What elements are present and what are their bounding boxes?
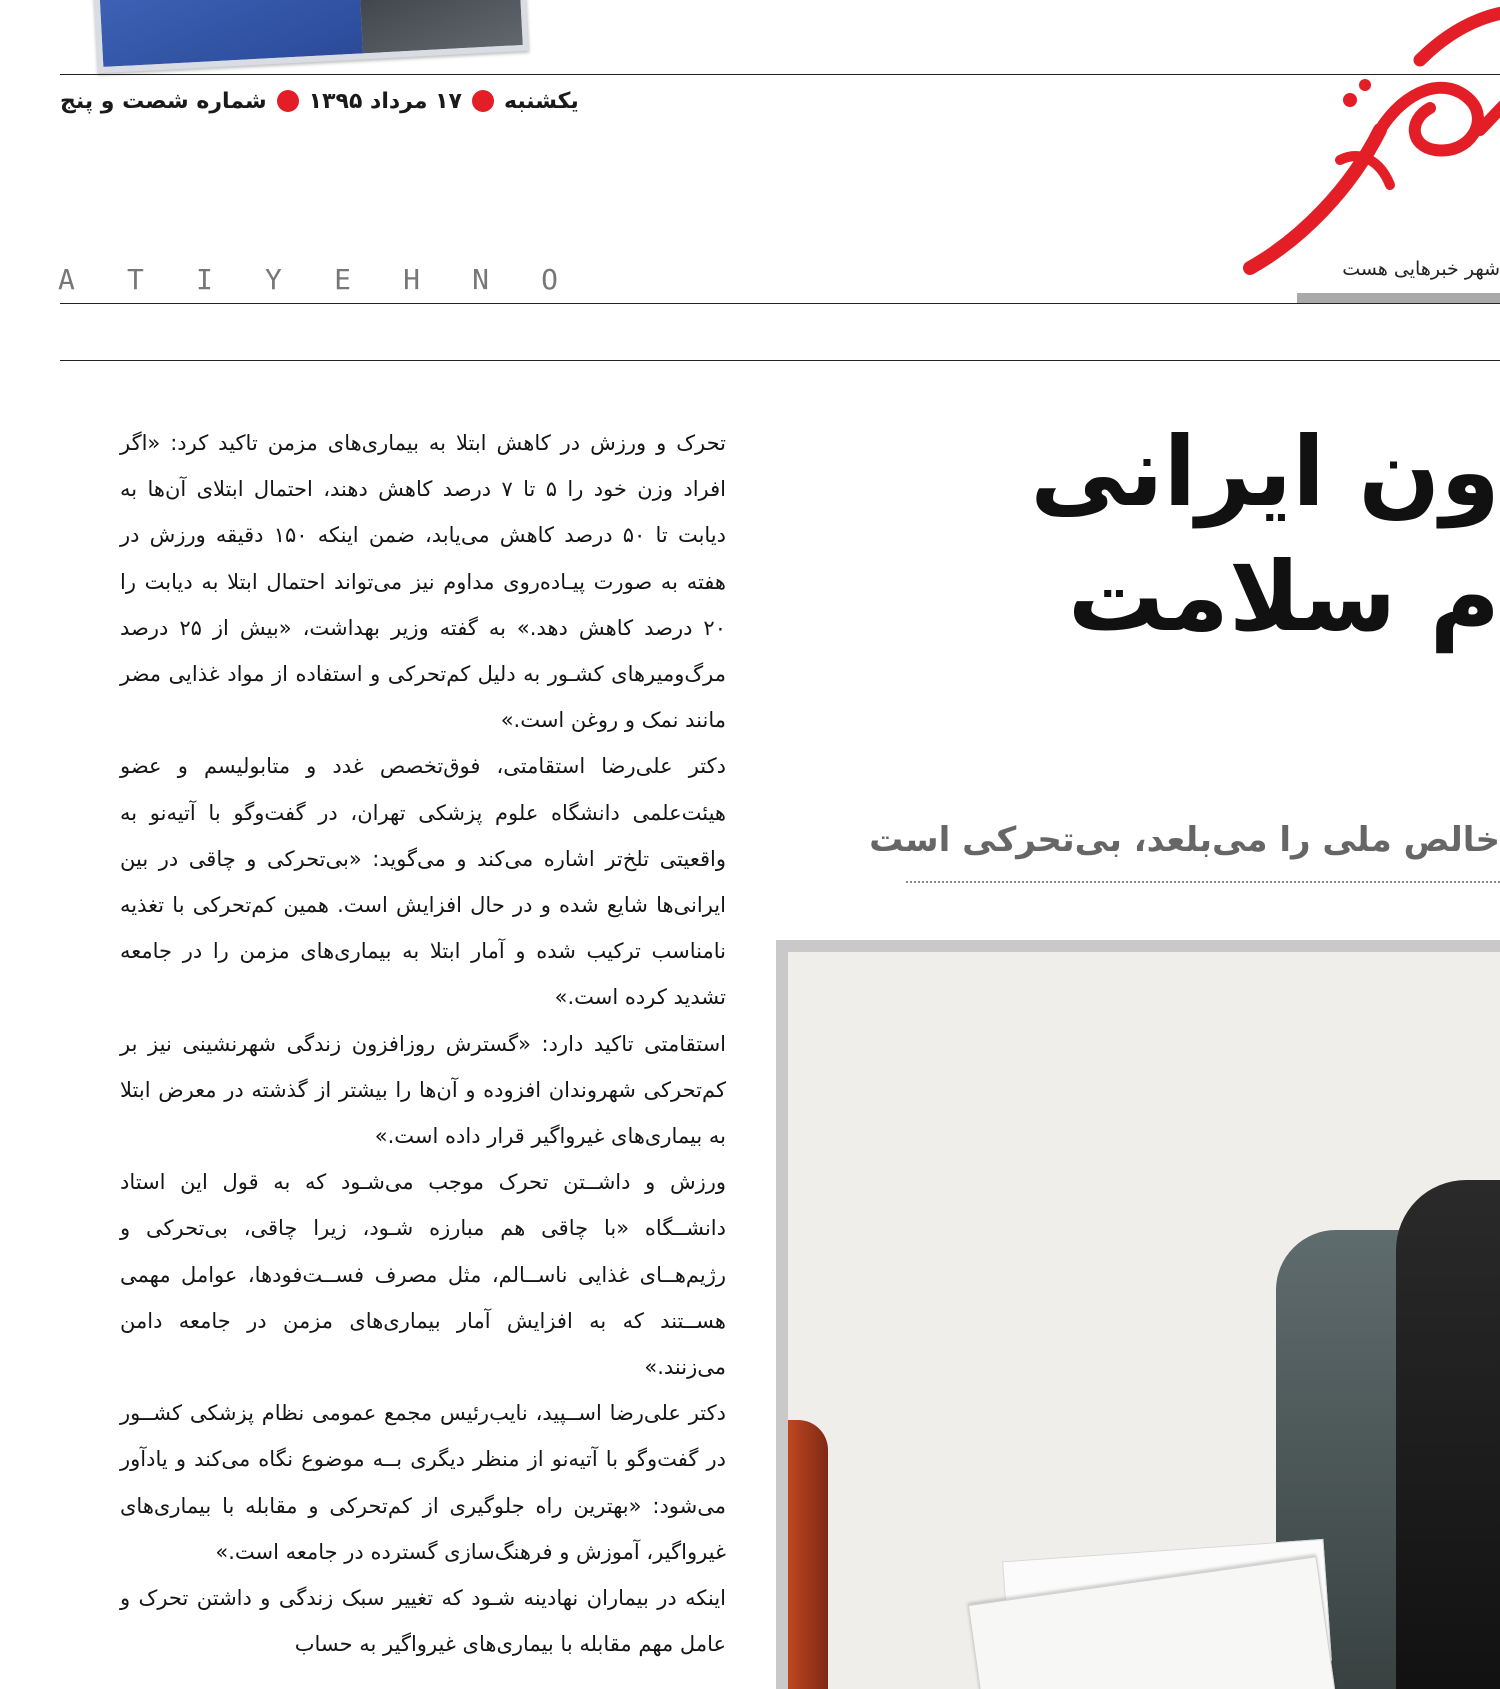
brand-letter: A	[58, 262, 75, 296]
brand-latin-letters	[58, 262, 558, 296]
brand-letter: O	[541, 262, 558, 296]
photo-person	[1396, 1180, 1500, 1689]
logo-dot	[1359, 79, 1371, 91]
brand-letter: I	[196, 262, 213, 296]
article-paragraph: اینکه در بیماران نهادینه شـود که تغییر سبک زندگی و داشتن تحرک و عامل مهم مقابله با بیماری‌های غیرواگیر به حساب	[120, 1586, 726, 1657]
red-dot-separator	[277, 90, 299, 112]
logo-stroke-right	[1480, 88, 1500, 130]
red-dot-separator	[472, 90, 494, 112]
logo-stroke-main	[1380, 88, 1478, 151]
brand-letter: H	[403, 262, 420, 296]
brand-letter: Y	[265, 262, 282, 296]
brand-letter: T	[127, 262, 144, 296]
logo-dot	[1343, 93, 1357, 107]
subheadline: خالص ملی را می‌بلعد، بی‌تحرکی است	[869, 820, 1500, 860]
article-paragraph: دکتر علی‌رضا اســپید، نایب‌رئیس مجمع عمومی نظام پزشکی کشــور در گفت‌وگو با آتیه‌نو از منظر دیگری بــه موضوع نگاه می‌کند و یادآور می‌شود: «بهترین راه جلوگیری از کم‌تحرکی و مقابله با بیماری‌های غیرواگیر، آموزش و فرهنگ‌سازی گسترده در جامعه است.»	[120, 1401, 726, 1564]
photo-red-fabric	[788, 1420, 828, 1689]
masthead-tagline: شهر خبرهایی هست	[1342, 258, 1500, 280]
logo-stroke-upper	[1420, 10, 1500, 60]
article-paragraph: استقامتی تاکید دارد: «گسترش روزافزون زندگی شهرنشینی نیز بر کم‌تحرکی شهروندان افزوده و آن‌ها را بیشتر از گذشته در معرض ابتلا به بیماری‌های غیرواگیر قرار داده است.»	[120, 1031, 726, 1149]
issue-number: شماره شصت و پنج	[60, 88, 267, 114]
section-rule	[60, 360, 1500, 361]
article-paragraph: دکتر علی‌رضا استقامتی، فوق‌تخصص غدد و متابولیسم و عضو هیئت‌علمی دانشگاه علوم پزشکی تهران، در گفت‌وگو با آتیه‌نو به واقعیتی تلخ‌تر اشاره می‌کند و می‌گوید: «بی‌تحرکی و چاقی در بین ایرانی‌ها شایع شده و در حال افزایش است. همین کم‌تحرکی با تغذیه نامناسب ترکیب شده و آمار ابتلا به بیماری‌های مزمن را در جامعه تشدید کرده است.»	[120, 754, 726, 1010]
newspaper-logo	[1230, 0, 1500, 280]
article-body	[120, 420, 726, 1667]
article-paragraph: تحرک و ورزش در کاهش ابتلا به بیماری‌های مزمن تاکید کرد: «اگر افراد وزن خود را ۵ تا ۷ درصد کاهش دهند، احتمال ابتلای آن‌ها به دیابت تا ۵۰ درصد کاهش می‌یابد، ضمن اینکه ۱۵۰ دقیقه ورزش در هفته به صورت پیـاده‌روی مداوم نیز می‌تواند احتمال ابتلا به دیابت را ۲۰ درصد کاهش دهد.» به گفته وزیر بهداشت، «بیش از ۲۵ درصد مرگ‌ومیرهای کشـور به دلیل کم‌تحرکی و استفاده از مواد غذایی مضر مانند نمک و روغن است.»	[120, 431, 727, 733]
tagline-underline	[1297, 293, 1500, 303]
article-paragraph: ورزش و داشــتن تحرک موجب می‌شـود که به قول این استاد دانشــگاه «با چاقی هم مبارزه شـود، زیرا چاقی، بی‌تحرکی و رژیم‌هــای غذایی ناســالم، مثل مصرف فســت‌فودها، عوامل مهمی هســتند که به افزایش آمار بیماری‌های مزمن در جامعه دامن می‌زنند.»	[120, 1170, 726, 1380]
issue-date: ۱۷ مرداد ۱۳۹۵	[308, 88, 462, 114]
subhead-dotted-rule	[906, 881, 1500, 883]
weekday: یکشنبه	[503, 88, 579, 114]
issue-date-line	[60, 84, 600, 118]
headline-line: ون ایرانی	[1030, 416, 1500, 528]
top-photo-fragment	[93, 0, 529, 73]
article-photo	[776, 940, 1500, 1689]
logo-stroke-tail	[1250, 130, 1380, 268]
photo-region-blue	[99, 0, 363, 67]
photo-region-dark	[359, 0, 523, 53]
masthead-bottom-rule	[60, 303, 1500, 304]
brand-letter: N	[472, 262, 489, 296]
headline-line: م سلامت	[1067, 541, 1500, 653]
headline	[1000, 410, 1500, 660]
brand-letter: E	[334, 262, 351, 296]
